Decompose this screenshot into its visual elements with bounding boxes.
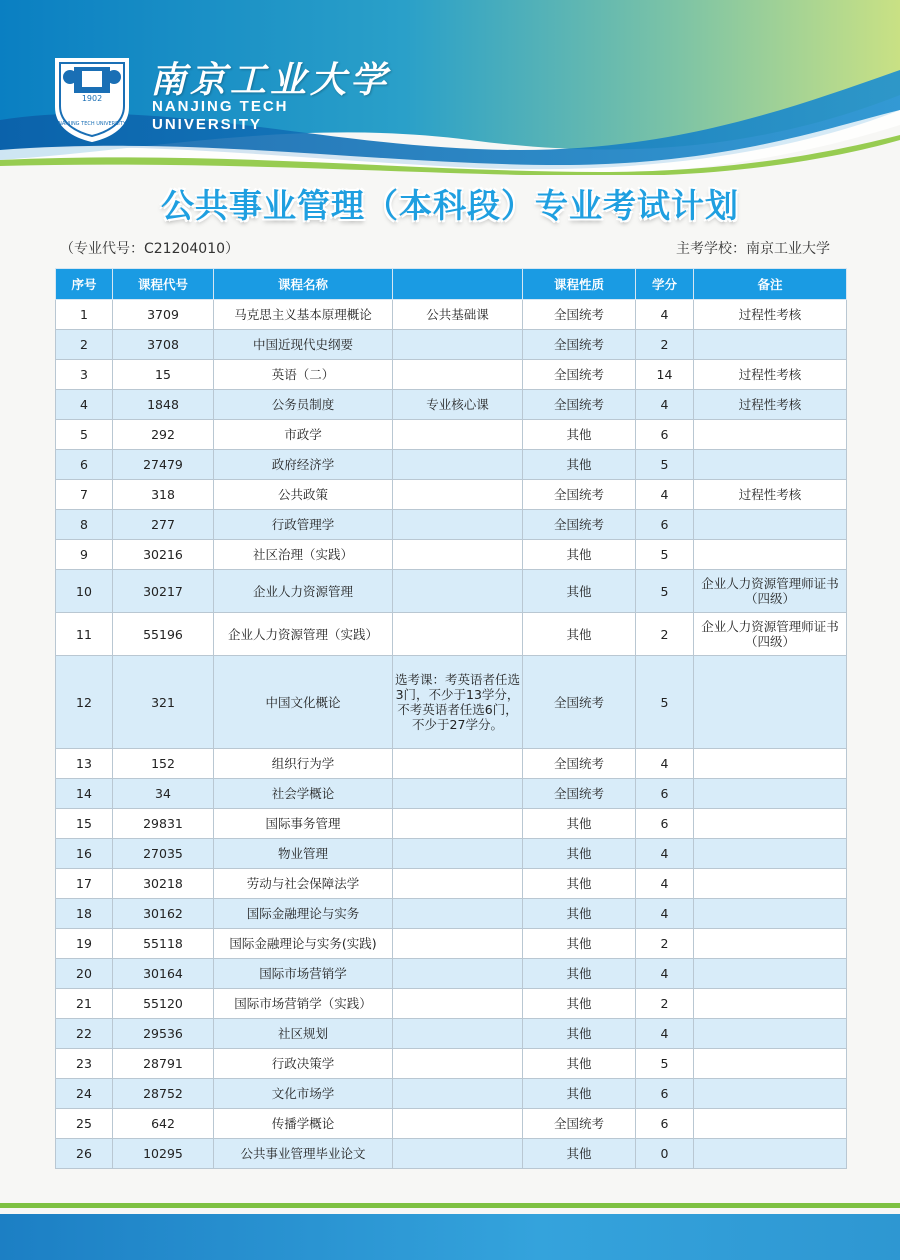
cell-credit: 6	[636, 809, 694, 839]
table-row	[56, 420, 847, 450]
cell-no: 16	[56, 839, 113, 869]
cell-no: 25	[56, 1109, 113, 1139]
header-code: 课程代号	[113, 269, 214, 300]
header-type: 课程性质	[523, 269, 636, 300]
cell-type: 全国统考	[523, 779, 636, 809]
cell-credit: 14	[636, 360, 694, 390]
cell-no: 18	[56, 899, 113, 929]
cell-name: 国际事务管理	[214, 809, 393, 839]
cell-no: 21	[56, 989, 113, 1019]
university-emblem	[52, 55, 132, 143]
cell-credit: 6	[636, 420, 694, 450]
table-row	[56, 749, 847, 779]
emblem-side-text: NANJING TECH UNIVERSITY	[58, 121, 126, 127]
table-row	[56, 480, 847, 510]
cell-no: 11	[56, 613, 113, 656]
cell-code: 15	[113, 360, 214, 390]
cell-credit: 2	[636, 613, 694, 656]
table-row	[56, 989, 847, 1019]
table-row	[56, 1079, 847, 1109]
table-row	[56, 1109, 847, 1139]
cell-name: 行政管理学	[214, 510, 393, 540]
cell-type: 全国统考	[523, 1109, 636, 1139]
cell-type: 全国统考	[523, 360, 636, 390]
cell-category	[393, 1139, 523, 1169]
cell-code: 34	[113, 779, 214, 809]
footer-blue-band	[0, 1214, 900, 1260]
cell-remark: 过程性考核	[694, 300, 847, 330]
table-body	[56, 300, 847, 1169]
cell-type: 其他	[523, 1079, 636, 1109]
cell-name: 公共政策	[214, 480, 393, 510]
cell-name: 物业管理	[214, 839, 393, 869]
cell-no: 10	[56, 570, 113, 613]
cell-credit: 5	[636, 540, 694, 570]
cell-remark	[694, 656, 847, 749]
header-banner	[0, 0, 900, 175]
cell-remark	[694, 1079, 847, 1109]
cell-remark	[694, 1139, 847, 1169]
table-row	[56, 869, 847, 899]
cell-code: 642	[113, 1109, 214, 1139]
cell-credit: 6	[636, 779, 694, 809]
cell-code: 27479	[113, 450, 214, 480]
cell-name: 行政决策学	[214, 1049, 393, 1079]
cell-credit: 5	[636, 570, 694, 613]
cell-no: 3	[56, 360, 113, 390]
cell-type: 其他	[523, 989, 636, 1019]
table-row	[56, 300, 847, 330]
cell-name: 社会学概论	[214, 779, 393, 809]
cell-code: 318	[113, 480, 214, 510]
cell-name: 传播学概论	[214, 1109, 393, 1139]
cell-category	[393, 959, 523, 989]
cell-no: 12	[56, 656, 113, 749]
cell-code: 27035	[113, 839, 214, 869]
cell-code: 3709	[113, 300, 214, 330]
cell-remark	[694, 869, 847, 899]
cell-no: 6	[56, 450, 113, 480]
cell-remark	[694, 450, 847, 480]
cell-category	[393, 510, 523, 540]
cell-category	[393, 1079, 523, 1109]
cell-type: 全国统考	[523, 330, 636, 360]
cell-no: 9	[56, 540, 113, 570]
table-row	[56, 330, 847, 360]
cell-remark	[694, 809, 847, 839]
cell-category	[393, 839, 523, 869]
cell-type: 全国统考	[523, 390, 636, 420]
table-row	[56, 570, 847, 613]
cell-no: 1	[56, 300, 113, 330]
cell-category: 公共基础课	[393, 300, 523, 330]
cell-type: 其他	[523, 420, 636, 450]
table-row	[56, 779, 847, 809]
cell-name: 英语（二）	[214, 360, 393, 390]
cell-name: 中国文化概论	[214, 656, 393, 749]
cell-type: 其他	[523, 839, 636, 869]
cell-category	[393, 1019, 523, 1049]
header-credit: 学分	[636, 269, 694, 300]
table-row	[56, 450, 847, 480]
cell-remark	[694, 1109, 847, 1139]
cell-credit: 4	[636, 749, 694, 779]
table-row	[56, 540, 847, 570]
cell-code: 28752	[113, 1079, 214, 1109]
cell-category	[393, 540, 523, 570]
cell-remark	[694, 839, 847, 869]
cell-remark: 过程性考核	[694, 390, 847, 420]
cell-no: 22	[56, 1019, 113, 1049]
cell-remark: 企业人力资源管理师证书（四级）	[694, 570, 847, 613]
header-remark: 备注	[694, 269, 847, 300]
cell-code: 30218	[113, 869, 214, 899]
table-row	[56, 929, 847, 959]
cell-name: 劳动与社会保障法学	[214, 869, 393, 899]
cell-code: 55118	[113, 929, 214, 959]
cell-category	[393, 1049, 523, 1079]
cell-code: 29831	[113, 809, 214, 839]
table-row	[56, 510, 847, 540]
header-no: 序号	[56, 269, 113, 300]
cell-credit: 4	[636, 390, 694, 420]
cell-category	[393, 989, 523, 1019]
cell-type: 全国统考	[523, 749, 636, 779]
cell-name: 国际金融理论与实务(实践)	[214, 929, 393, 959]
cell-code: 30164	[113, 959, 214, 989]
cell-code: 321	[113, 656, 214, 749]
cell-type: 全国统考	[523, 300, 636, 330]
cell-category	[393, 613, 523, 656]
table-row	[56, 1049, 847, 1079]
cell-name: 文化市场学	[214, 1079, 393, 1109]
cell-code: 10295	[113, 1139, 214, 1169]
cell-no: 4	[56, 390, 113, 420]
cell-remark	[694, 989, 847, 1019]
school-name-en-line2: UNIVERSITY	[152, 116, 263, 133]
cell-no: 26	[56, 1139, 113, 1169]
cell-code: 30162	[113, 899, 214, 929]
cell-credit: 6	[636, 1109, 694, 1139]
cell-credit: 6	[636, 1079, 694, 1109]
cell-category	[393, 1109, 523, 1139]
school-name-cn: 南京工业大学	[150, 59, 391, 101]
cell-no: 20	[56, 959, 113, 989]
cell-credit: 2	[636, 929, 694, 959]
cell-name: 社区规划	[214, 1019, 393, 1049]
cell-credit: 4	[636, 839, 694, 869]
cell-remark: 过程性考核	[694, 480, 847, 510]
cell-no: 23	[56, 1049, 113, 1079]
major-code: （专业代号：C21204010）	[60, 241, 240, 257]
host-school: 主考学校：南京工业大学	[676, 241, 830, 257]
cell-name: 国际市场营销学（实践）	[214, 989, 393, 1019]
table-header-row	[56, 269, 847, 300]
cell-type: 其他	[523, 570, 636, 613]
cell-type: 其他	[523, 450, 636, 480]
table-row	[56, 959, 847, 989]
cell-type: 全国统考	[523, 510, 636, 540]
cell-remark	[694, 330, 847, 360]
table-row	[56, 809, 847, 839]
cell-no: 8	[56, 510, 113, 540]
emblem-year: 1902	[81, 94, 103, 103]
cell-code: 29536	[113, 1019, 214, 1049]
cell-remark	[694, 959, 847, 989]
cell-type: 其他	[523, 899, 636, 929]
cell-category	[393, 570, 523, 613]
cell-remark: 企业人力资源管理师证书（四级）	[694, 613, 847, 656]
cell-code: 30217	[113, 570, 214, 613]
cell-category	[393, 480, 523, 510]
school-name-en-line1: NANJING TECH	[152, 98, 289, 115]
cell-name: 政府经济学	[214, 450, 393, 480]
cell-code: 277	[113, 510, 214, 540]
cell-credit: 5	[636, 656, 694, 749]
cell-type: 其他	[523, 1139, 636, 1169]
cell-category	[393, 779, 523, 809]
cell-category	[393, 360, 523, 390]
cell-type: 其他	[523, 1019, 636, 1049]
cell-name: 国际金融理论与实务	[214, 899, 393, 929]
cell-type: 其他	[523, 613, 636, 656]
cell-credit: 4	[636, 300, 694, 330]
cell-remark	[694, 1049, 847, 1079]
cell-category	[393, 450, 523, 480]
cell-credit: 2	[636, 330, 694, 360]
cell-category: 选考课：考英语者任选3门，不少于13学分，不考英语者任选6门，不少于27学分。	[393, 656, 523, 749]
cell-no: 15	[56, 809, 113, 839]
cell-remark: 过程性考核	[694, 360, 847, 390]
cell-name: 公务员制度	[214, 390, 393, 420]
cell-name: 中国近现代史纲要	[214, 330, 393, 360]
cell-name: 国际市场营销学	[214, 959, 393, 989]
cell-no: 5	[56, 420, 113, 450]
cell-credit: 5	[636, 1049, 694, 1079]
cell-code: 55120	[113, 989, 214, 1019]
cell-name: 市政学	[214, 420, 393, 450]
cell-category	[393, 420, 523, 450]
cell-credit: 2	[636, 989, 694, 1019]
cell-category	[393, 929, 523, 959]
cell-type: 其他	[523, 540, 636, 570]
exam-plan-table	[55, 268, 847, 1169]
cell-code: 1848	[113, 390, 214, 420]
table-row	[56, 613, 847, 656]
cell-category	[393, 809, 523, 839]
cell-type: 其他	[523, 959, 636, 989]
table-row	[56, 899, 847, 929]
header-category	[393, 269, 523, 300]
cell-credit: 0	[636, 1139, 694, 1169]
cell-no: 7	[56, 480, 113, 510]
cell-name: 公共事业管理毕业论文	[214, 1139, 393, 1169]
footer-green-stripe	[0, 1203, 900, 1208]
cell-credit: 4	[636, 1019, 694, 1049]
cell-name: 马克思主义基本原理概论	[214, 300, 393, 330]
table-row	[56, 656, 847, 749]
cell-category	[393, 899, 523, 929]
cell-remark	[694, 749, 847, 779]
cell-type: 其他	[523, 1049, 636, 1079]
cell-remark	[694, 540, 847, 570]
cell-remark	[694, 899, 847, 929]
cell-name: 组织行为学	[214, 749, 393, 779]
table-row	[56, 390, 847, 420]
cell-type: 全国统考	[523, 480, 636, 510]
cell-type: 其他	[523, 929, 636, 959]
cell-remark	[694, 420, 847, 450]
cell-credit: 4	[636, 480, 694, 510]
school-name-en	[152, 98, 289, 134]
cell-credit: 4	[636, 959, 694, 989]
cell-code: 28791	[113, 1049, 214, 1079]
cell-credit: 4	[636, 869, 694, 899]
cell-category	[393, 330, 523, 360]
cell-remark	[694, 510, 847, 540]
table-row	[56, 1019, 847, 1049]
cell-name: 企业人力资源管理（实践）	[214, 613, 393, 656]
cell-credit: 5	[636, 450, 694, 480]
cell-credit: 6	[636, 510, 694, 540]
cell-no: 14	[56, 779, 113, 809]
cell-type: 全国统考	[523, 656, 636, 749]
cell-category	[393, 749, 523, 779]
cell-name: 企业人力资源管理	[214, 570, 393, 613]
cell-category: 专业核心课	[393, 390, 523, 420]
cell-code: 55196	[113, 613, 214, 656]
cell-category	[393, 869, 523, 899]
cell-no: 24	[56, 1079, 113, 1109]
cell-credit: 4	[636, 899, 694, 929]
cell-type: 其他	[523, 809, 636, 839]
table-row	[56, 360, 847, 390]
page-title: 公共事业管理（本科段）专业考试计划	[161, 186, 739, 225]
cell-remark	[694, 929, 847, 959]
cell-no: 2	[56, 330, 113, 360]
table-row	[56, 1139, 847, 1169]
cell-no: 19	[56, 929, 113, 959]
cell-code: 152	[113, 749, 214, 779]
cell-type: 其他	[523, 869, 636, 899]
cell-code: 30216	[113, 540, 214, 570]
cell-remark	[694, 1019, 847, 1049]
cell-remark	[694, 779, 847, 809]
cell-no: 13	[56, 749, 113, 779]
cell-code: 292	[113, 420, 214, 450]
header-name: 课程名称	[214, 269, 393, 300]
table-row	[56, 839, 847, 869]
cell-no: 17	[56, 869, 113, 899]
cell-code: 3708	[113, 330, 214, 360]
cell-name: 社区治理（实践）	[214, 540, 393, 570]
